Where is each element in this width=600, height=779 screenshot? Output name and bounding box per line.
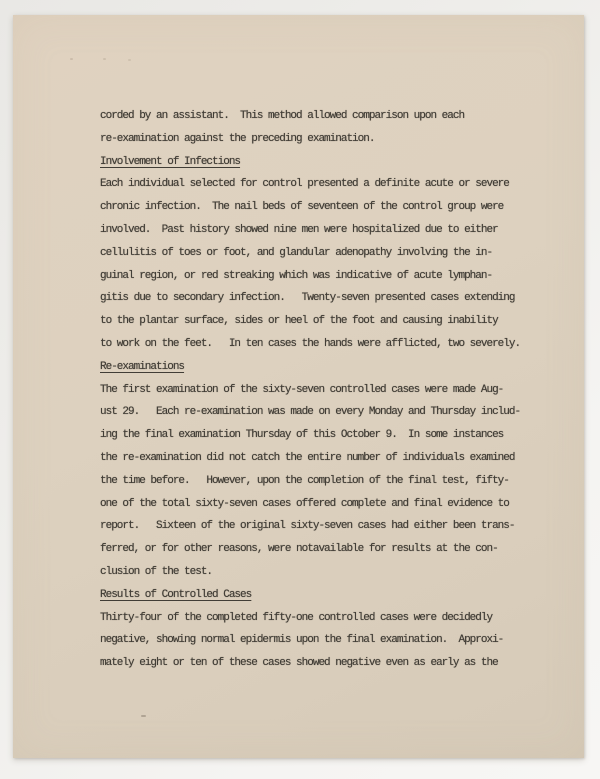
text-line: ferred, or for other reasons, were notavailable for results at the con- [100, 543, 498, 556]
paper-speck [141, 715, 146, 717]
document-text [100, 105, 520, 675]
paper-speck [128, 59, 131, 61]
text-line: report. Sixteen of the original sixty-seven cases had either been trans- [100, 520, 515, 533]
text-line: ust 29. Each re-examination was made on every Monday and Thursday includ- [100, 406, 521, 419]
text-line: the re-examination did not catch the entire number of individuals examined [100, 451, 515, 464]
text-line: ing the final examination Thursday of this October 9. In some instances [100, 429, 504, 442]
text-line: one of the total sixty-seven cases offered complete and final evidence to [100, 497, 509, 510]
text-line: to work on the feet. In ten cases the hands were afflicted, two severely. [100, 337, 521, 350]
text-line: mately eight or ten of these cases showed negative even as early as the [100, 657, 498, 670]
section-heading: Re-examinations [100, 360, 185, 373]
text-line: gitis due to secondary infection. Twenty-seven presented cases extending [100, 292, 515, 305]
text-line: the time before. However, upon the completion of the final test, fifty- [100, 474, 509, 487]
text-line: Thirty-four of the completed fifty-one controlled cases were decidedly [100, 611, 493, 624]
text-line: to the plantar surface, sides or heel of the foot and causing inability [100, 315, 498, 328]
section-heading: Results of Controlled Cases [100, 588, 252, 601]
text-line: negative, showing normal epidermis upon the final examination. Approxi- [100, 634, 504, 647]
text-line: re-examination against the preceding examination. [100, 132, 375, 145]
text-line: corded by an assistant. This method allowed comparison upon each [100, 110, 465, 122]
text-line: The first examination of the sixty-seven controlled cases were made Aug- [100, 383, 504, 396]
text-line: involved. Past history showed nine men were hospitalized due to either [100, 223, 498, 236]
text-line: clusion of the test. [100, 565, 213, 578]
text-line: Each individual selected for control presented a definite acute or severe [100, 178, 509, 191]
paper-speck [103, 58, 106, 60]
text-line: guinal region, or red streaking which was indicative of acute lymphan- [100, 269, 493, 282]
paper-speck [70, 58, 73, 60]
text-line: cellulitis of toes or foot, and glandular adenopathy involving the in- [100, 246, 493, 259]
paper-sheet [13, 15, 584, 758]
section-heading: Involvement of Infections [100, 155, 241, 168]
text-line: chronic infection. The nail beds of seventeen of the control group were [100, 201, 504, 214]
